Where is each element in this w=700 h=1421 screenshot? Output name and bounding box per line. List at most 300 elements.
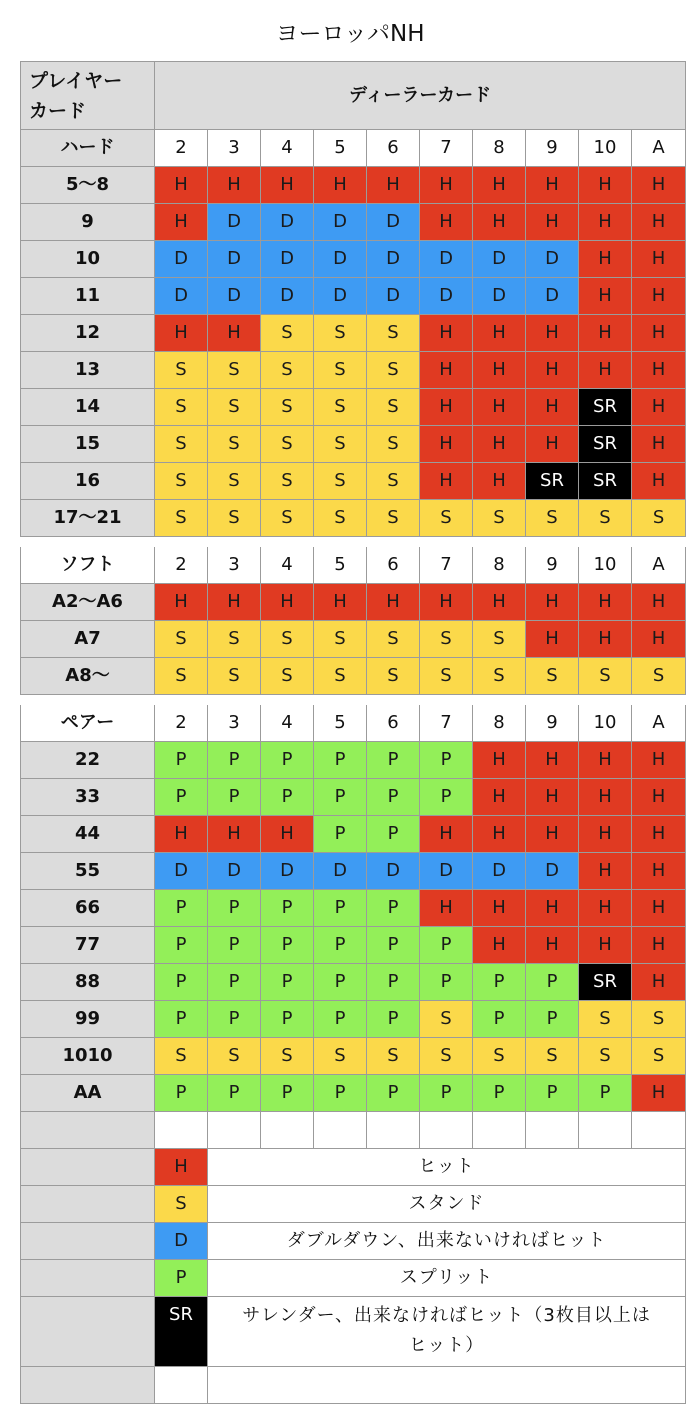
strategy-cell: S: [261, 426, 314, 463]
dealer-upcard: 10: [579, 130, 632, 167]
dealer-upcard: 6: [367, 130, 420, 167]
strategy-cell: P: [261, 1001, 314, 1038]
page-title: ヨーロッパNH: [275, 21, 425, 47]
strategy-cell: S: [579, 1001, 632, 1038]
player-hand-label: 12: [21, 315, 155, 352]
strategy-cell: H: [473, 816, 526, 853]
strategy-cell: S: [261, 658, 314, 695]
strategy-cell: P: [473, 964, 526, 1001]
strategy-cell: P: [367, 890, 420, 927]
table-row: [21, 204, 686, 241]
table-row: [21, 352, 686, 389]
strategy-cell: SR: [579, 389, 632, 426]
table-row: [21, 463, 686, 500]
strategy-cell: H: [367, 584, 420, 621]
dealer-upcard: 7: [420, 130, 473, 167]
dealer-upcard: 9: [526, 130, 579, 167]
strategy-cell: S: [155, 389, 208, 426]
strategy-cell: S: [208, 463, 261, 500]
strategy-cell: H: [367, 167, 420, 204]
strategy-cell: S: [367, 463, 420, 500]
strategy-cell: H: [420, 816, 473, 853]
strategy-cell: S: [526, 1038, 579, 1075]
strategy-cell: S: [261, 621, 314, 658]
legend-side-cell: [21, 1260, 155, 1297]
strategy-cell: H: [526, 584, 579, 621]
player-hand-label: 99: [21, 1001, 155, 1038]
table-row: [21, 927, 686, 964]
strategy-cell: S: [420, 500, 473, 537]
dealer-upcard: 10: [579, 547, 632, 584]
legend-side-cell: [21, 1223, 155, 1260]
strategy-cell: H: [579, 779, 632, 816]
strategy-cell: S: [314, 463, 367, 500]
strategy-cell: H: [473, 779, 526, 816]
section-label: ペアー: [21, 705, 155, 742]
strategy-cell: S: [314, 352, 367, 389]
strategy-cell: S: [420, 621, 473, 658]
dealer-upcard: 6: [367, 547, 420, 584]
strategy-cell: P: [367, 927, 420, 964]
player-hand-label: 17〜21: [21, 500, 155, 537]
strategy-cell: P: [367, 816, 420, 853]
player-hand-label: 9: [21, 204, 155, 241]
player-hand-label: 44: [21, 816, 155, 853]
strategy-cell: S: [420, 1001, 473, 1038]
strategy-cell: P: [314, 1001, 367, 1038]
strategy-cell: S: [367, 621, 420, 658]
strategy-cell: S: [155, 426, 208, 463]
strategy-cell: S: [155, 621, 208, 658]
strategy-cell: D: [208, 241, 261, 278]
strategy-cell: H: [579, 742, 632, 779]
empty-cell: [632, 1112, 686, 1149]
strategy-cell: H: [208, 816, 261, 853]
strategy-cell: H: [155, 584, 208, 621]
strategy-cell: H: [208, 584, 261, 621]
strategy-cell: H: [261, 167, 314, 204]
player-hand-label: 66: [21, 890, 155, 927]
strategy-cell: H: [632, 621, 686, 658]
strategy-cell: P: [155, 779, 208, 816]
strategy-cell: P: [155, 964, 208, 1001]
strategy-cell: P: [367, 779, 420, 816]
table-row: [21, 964, 686, 1001]
strategy-cell: SR: [579, 426, 632, 463]
strategy-cell: P: [473, 1075, 526, 1112]
strategy-cell: H: [632, 584, 686, 621]
strategy-cell: S: [261, 315, 314, 352]
strategy-cell: P: [155, 1001, 208, 1038]
strategy-cell: P: [314, 964, 367, 1001]
strategy-cell: P: [314, 927, 367, 964]
legend-description: [208, 1297, 686, 1367]
legend-row: [21, 1260, 686, 1297]
header-row: [21, 62, 686, 130]
strategy-cell: P: [420, 964, 473, 1001]
strategy-cell: D: [261, 278, 314, 315]
strategy-cell: D: [473, 853, 526, 890]
dealer-upcard: A: [632, 547, 686, 584]
legend-description: ヒット: [208, 1149, 686, 1186]
strategy-cell: D: [261, 204, 314, 241]
strategy-cell: P: [208, 927, 261, 964]
empty-cell: [261, 1112, 314, 1149]
player-hand-label: 5〜8: [21, 167, 155, 204]
strategy-cell: S: [208, 658, 261, 695]
dealer-upcard: 5: [314, 130, 367, 167]
strategy-cell: D: [261, 241, 314, 278]
strategy-cell: H: [420, 389, 473, 426]
legend-row: [21, 1297, 686, 1367]
strategy-cell: H: [579, 278, 632, 315]
strategy-cell: S: [261, 352, 314, 389]
strategy-cell: SR: [579, 964, 632, 1001]
strategy-cell: H: [579, 621, 632, 658]
strategy-cell: H: [526, 204, 579, 241]
empty-cell: [473, 1112, 526, 1149]
legend-row: [21, 1149, 686, 1186]
dealer-upcard: 8: [473, 130, 526, 167]
strategy-cell: D: [208, 278, 261, 315]
dealer-upcard: A: [632, 130, 686, 167]
strategy-cell: S: [314, 389, 367, 426]
strategy-cell: H: [155, 167, 208, 204]
table-row: [21, 890, 686, 927]
dealer-upcard: 4: [261, 705, 314, 742]
dealer-upcard: 6: [367, 705, 420, 742]
dealer-upcard: 5: [314, 547, 367, 584]
strategy-cell: P: [420, 1075, 473, 1112]
player-hand-label: 16: [21, 463, 155, 500]
strategy-cell: P: [155, 1075, 208, 1112]
strategy-cell: P: [420, 742, 473, 779]
player-hand-label: 13: [21, 352, 155, 389]
strategy-cell: H: [473, 927, 526, 964]
player-hand-label: 15: [21, 426, 155, 463]
legend-code: SR: [155, 1297, 208, 1367]
empty-cell: [579, 1112, 632, 1149]
strategy-cell: H: [526, 779, 579, 816]
strategy-cell: S: [632, 1038, 686, 1075]
strategy-cell: P: [314, 779, 367, 816]
table-row: [21, 584, 686, 621]
table-row: [21, 1001, 686, 1038]
strategy-cell: P: [155, 742, 208, 779]
strategy-cell: H: [526, 890, 579, 927]
strategy-cell: H: [526, 389, 579, 426]
strategy-cell: H: [420, 463, 473, 500]
bottom-text-cell: [208, 1367, 686, 1404]
table-row: [21, 278, 686, 315]
strategy-cell: SR: [526, 463, 579, 500]
strategy-cell: S: [579, 658, 632, 695]
legend-code: P: [155, 1260, 208, 1297]
bottom-code-cell: [155, 1367, 208, 1404]
legend-row: [21, 1186, 686, 1223]
legend-code: H: [155, 1149, 208, 1186]
strategy-cell: H: [632, 816, 686, 853]
strategy-cell: SR: [579, 463, 632, 500]
dealer-upcard: 9: [526, 547, 579, 584]
legend-description: スプリット: [208, 1260, 686, 1297]
strategy-cell: H: [473, 426, 526, 463]
strategy-cell: H: [579, 167, 632, 204]
strategy-cell: P: [261, 964, 314, 1001]
strategy-cell: H: [261, 816, 314, 853]
dealer-upcard: 3: [208, 130, 261, 167]
strategy-cell: H: [579, 204, 632, 241]
strategy-cell: S: [208, 500, 261, 537]
strategy-cell: H: [420, 426, 473, 463]
dealer-upcard: 3: [208, 547, 261, 584]
strategy-cell: S: [632, 658, 686, 695]
dealer-upcard: 4: [261, 547, 314, 584]
strategy-cell: H: [526, 742, 579, 779]
table-row: [21, 426, 686, 463]
legend-description-line2: ヒット）: [408, 1335, 485, 1356]
empty-cell: [526, 1112, 579, 1149]
strategy-cell: H: [526, 927, 579, 964]
table-row: [21, 742, 686, 779]
player-card-header-line1: プレイヤー: [29, 69, 123, 92]
legend-description: ダブルダウン、出来ないければヒット: [208, 1223, 686, 1260]
strategy-cell: S: [473, 621, 526, 658]
strategy-cell: S: [314, 658, 367, 695]
strategy-cell: S: [314, 1038, 367, 1075]
strategy-cell: H: [314, 167, 367, 204]
strategy-cell: S: [261, 463, 314, 500]
empty-cell: [367, 1112, 420, 1149]
strategy-cell: H: [632, 853, 686, 890]
strategy-cell: S: [314, 500, 367, 537]
bottom-row: [21, 1367, 686, 1404]
section-spacer: [21, 537, 686, 547]
player-hand-label: 1010: [21, 1038, 155, 1075]
strategy-cell: S: [420, 658, 473, 695]
strategy-cell: H: [420, 352, 473, 389]
strategy-cell: D: [367, 241, 420, 278]
strategy-cell: P: [208, 1001, 261, 1038]
strategy-cell: H: [473, 890, 526, 927]
player-hand-label: A8〜: [21, 658, 155, 695]
strategy-cell: H: [632, 352, 686, 389]
strategy-cell: S: [367, 315, 420, 352]
strategy-cell: D: [208, 204, 261, 241]
strategy-cell: H: [579, 927, 632, 964]
strategy-cell: H: [579, 816, 632, 853]
section-label: ハード: [21, 130, 155, 167]
bottom-label-cell: [21, 1367, 155, 1404]
strategy-cell: D: [526, 853, 579, 890]
strategy-cell: H: [314, 584, 367, 621]
strategy-cell: S: [314, 621, 367, 658]
strategy-cell: S: [632, 1001, 686, 1038]
strategy-cell: H: [632, 167, 686, 204]
table-row: [21, 241, 686, 278]
strategy-cell: S: [155, 658, 208, 695]
strategy-cell: S: [579, 500, 632, 537]
section-header-row: [21, 130, 686, 167]
table-row: [21, 658, 686, 695]
section-label: ソフト: [21, 547, 155, 584]
strategy-cell: S: [261, 1038, 314, 1075]
strategy-cell: H: [420, 584, 473, 621]
strategy-cell: P: [314, 890, 367, 927]
table-row: [21, 389, 686, 426]
strategy-cell: H: [526, 315, 579, 352]
dealer-upcard: 5: [314, 705, 367, 742]
strategy-cell: H: [420, 167, 473, 204]
legend-description: スタンド: [208, 1186, 686, 1223]
strategy-cell: P: [208, 1075, 261, 1112]
strategy-cell: H: [473, 167, 526, 204]
strategy-cell: H: [420, 204, 473, 241]
dealer-upcard: 7: [420, 705, 473, 742]
strategy-cell: H: [579, 890, 632, 927]
empty-cell: [208, 1112, 261, 1149]
strategy-cell: S: [526, 658, 579, 695]
strategy-cell: P: [261, 779, 314, 816]
strategy-cell: D: [367, 853, 420, 890]
strategy-cell: D: [526, 278, 579, 315]
player-hand-label: AA: [21, 1075, 155, 1112]
strategy-cell: S: [367, 352, 420, 389]
strategy-cell: H: [526, 352, 579, 389]
strategy-cell: P: [155, 890, 208, 927]
strategy-cell: P: [261, 927, 314, 964]
legend-code: S: [155, 1186, 208, 1223]
table-row: [21, 1038, 686, 1075]
table-row: [21, 621, 686, 658]
player-hand-label: 33: [21, 779, 155, 816]
strategy-cell: D: [155, 278, 208, 315]
strategy-cell: H: [632, 463, 686, 500]
dealer-upcard: 9: [526, 705, 579, 742]
strategy-cell: D: [155, 853, 208, 890]
strategy-cell: S: [367, 500, 420, 537]
strategy-cell: H: [473, 315, 526, 352]
strategy-cell: P: [155, 927, 208, 964]
strategy-cell: H: [632, 426, 686, 463]
strategy-cell: H: [632, 1075, 686, 1112]
table-row: [21, 779, 686, 816]
strategy-cell: P: [314, 742, 367, 779]
dealer-upcard: 2: [155, 547, 208, 584]
player-hand-label: 11: [21, 278, 155, 315]
strategy-cell: H: [526, 621, 579, 658]
strategy-cell: P: [473, 1001, 526, 1038]
table-row: [21, 1075, 686, 1112]
strategy-cell: P: [420, 927, 473, 964]
strategy-cell: P: [526, 964, 579, 1001]
strategy-cell: H: [632, 278, 686, 315]
strategy-cell: D: [420, 853, 473, 890]
player-hand-label: 14: [21, 389, 155, 426]
strategy-cell: D: [526, 241, 579, 278]
strategy-cell: P: [579, 1075, 632, 1112]
strategy-cell: H: [632, 315, 686, 352]
strategy-cell: S: [155, 463, 208, 500]
spacer-cell: [21, 537, 686, 547]
legend-side-cell: [21, 1149, 155, 1186]
strategy-cell: H: [579, 584, 632, 621]
strategy-cell: H: [155, 204, 208, 241]
strategy-cell: P: [367, 1001, 420, 1038]
strategy-cell: H: [632, 927, 686, 964]
player-card-header-line2: カード: [29, 99, 87, 122]
strategy-cell: H: [632, 779, 686, 816]
strategy-cell: H: [208, 167, 261, 204]
strategy-cell: S: [367, 426, 420, 463]
strategy-cell: H: [579, 853, 632, 890]
dealer-upcard: 4: [261, 130, 314, 167]
strategy-cell: H: [579, 241, 632, 278]
strategy-cell: H: [632, 389, 686, 426]
strategy-cell: S: [367, 1038, 420, 1075]
strategy-cell: P: [367, 1075, 420, 1112]
empty-cell: [314, 1112, 367, 1149]
spacer-cell: [21, 695, 686, 705]
strategy-cell: D: [420, 278, 473, 315]
strategy-cell: D: [314, 853, 367, 890]
strategy-cell: H: [632, 241, 686, 278]
strategy-cell: P: [261, 1075, 314, 1112]
dealer-upcard: 8: [473, 547, 526, 584]
strategy-cell: S: [473, 500, 526, 537]
strategy-cell: S: [314, 315, 367, 352]
strategy-cell: P: [208, 890, 261, 927]
strategy-cell: P: [367, 742, 420, 779]
strategy-cell: D: [314, 278, 367, 315]
player-hand-label: 88: [21, 964, 155, 1001]
strategy-cell: H: [526, 816, 579, 853]
player-hand-label: 10: [21, 241, 155, 278]
legend-side-cell: [21, 1297, 155, 1367]
empty-label-cell: [21, 1112, 155, 1149]
strategy-cell: H: [473, 389, 526, 426]
strategy-cell: P: [314, 1075, 367, 1112]
strategy-cell: S: [367, 389, 420, 426]
legend-side-cell: [21, 1186, 155, 1223]
player-hand-label: A7: [21, 621, 155, 658]
strategy-cell: S: [208, 352, 261, 389]
strategy-cell: H: [473, 463, 526, 500]
strategy-cell: S: [208, 621, 261, 658]
legend-description-line1: サレンダー、出来なければヒット（3枚目以上は: [242, 1305, 651, 1326]
strategy-cell: D: [473, 278, 526, 315]
dealer-upcard: 7: [420, 547, 473, 584]
dealer-upcard: 3: [208, 705, 261, 742]
table-row: [21, 167, 686, 204]
strategy-cell: P: [208, 742, 261, 779]
player-hand-label: 22: [21, 742, 155, 779]
strategy-cell: S: [208, 426, 261, 463]
dealer-card-header: ディーラーカード: [155, 62, 686, 130]
strategy-cell: H: [579, 315, 632, 352]
section-header-row: [21, 547, 686, 584]
strategy-cell: H: [526, 167, 579, 204]
strategy-cell: D: [473, 241, 526, 278]
strategy-cell: S: [473, 1038, 526, 1075]
table-row: [21, 816, 686, 853]
strategy-cell: H: [473, 352, 526, 389]
table-row: [21, 853, 686, 890]
strategy-cell: H: [420, 315, 473, 352]
strategy-cell: S: [155, 500, 208, 537]
strategy-cell: S: [632, 500, 686, 537]
strategy-cell: H: [526, 426, 579, 463]
